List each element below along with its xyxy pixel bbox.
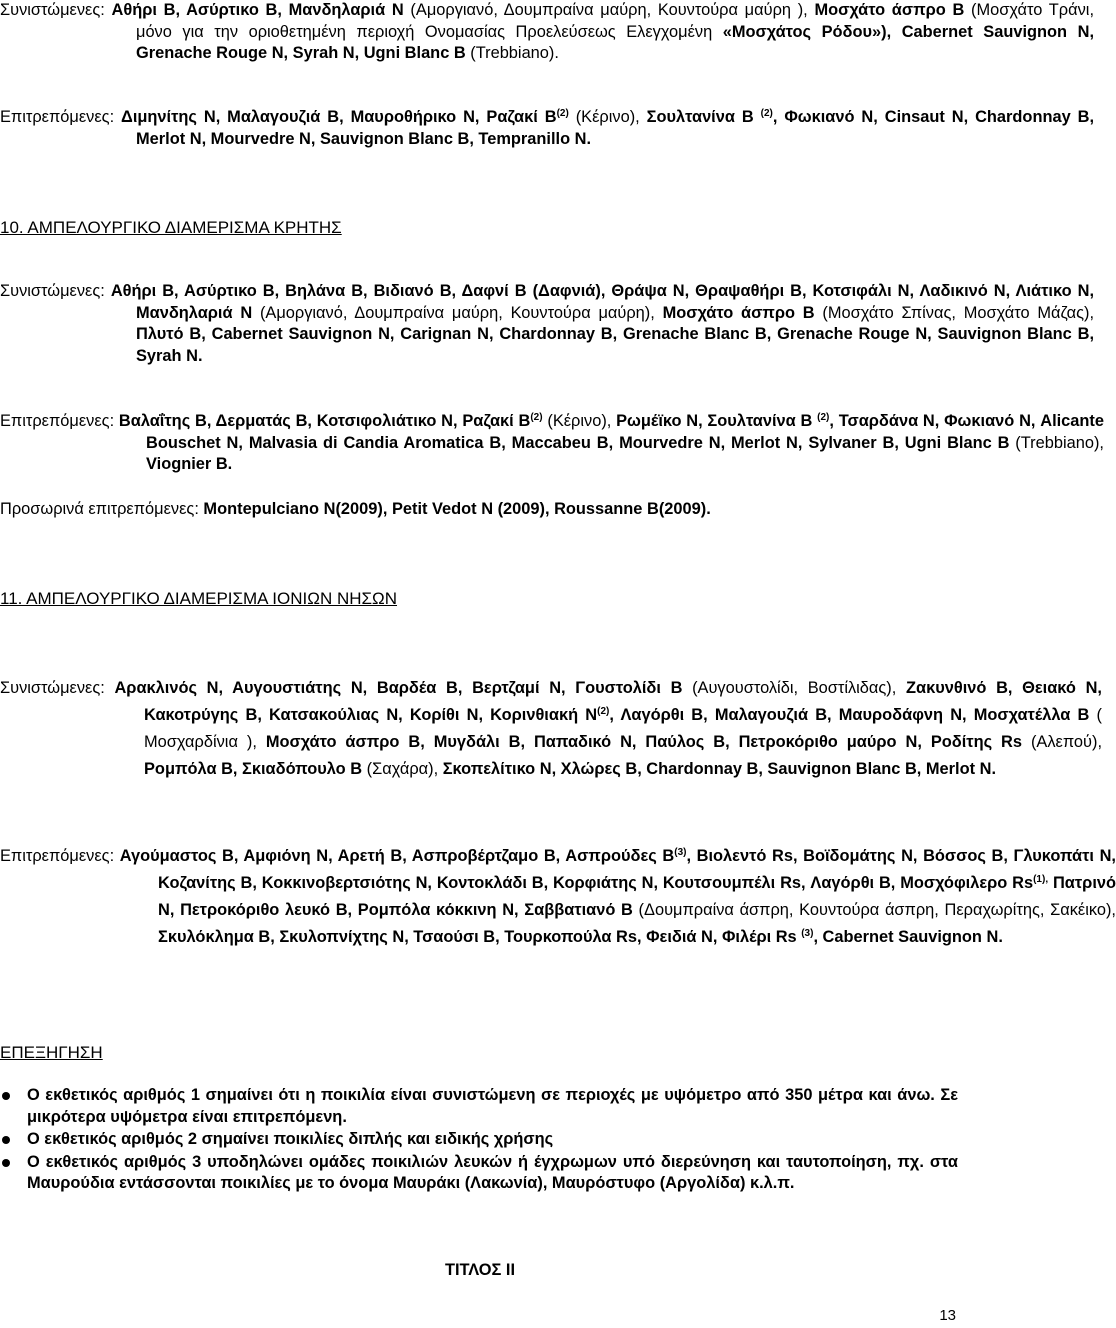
synonyms-text: (Κέρινο), (542, 412, 617, 430)
varieties-text: Ρομπόλα Β, Σκιαδόπουλο Β (144, 760, 363, 778)
synonyms-text: ( Μοσχαρδίνια ), (144, 706, 1103, 751)
bullet-icon (2, 1159, 10, 1167)
varieties-text: Σκυλόκλημα Β, Σκυλοπνίχτης Ν, Τσαούσι Β, Τουρκοπούλα Rs, Φειδιά Ν, Φιλέρι Rs (158, 928, 802, 946)
list-item (0, 1129, 958, 1151)
varieties-text: Viognier B. (146, 455, 233, 473)
varieties-text: Ρωμέϊκο Ν, Σουλτανίνα Β (616, 412, 818, 430)
varieties-text: Διμηνίτης Ν, Μαλαγουζιά Β, Μαυροθήρικο Ν, Ραζακί Β (121, 108, 557, 126)
superscript: (2) (817, 412, 830, 423)
label-recommended: Συνιστώμενες: (0, 1, 105, 19)
recommended-varieties-paragraph-2 (0, 281, 1094, 367)
varieties-text: Αρακλινός Ν, Αυγουστιάτης Ν, Βαρδέα Β, Βερτζαμί Ν, Γουστολίδι Β (114, 679, 683, 697)
label-provisionally-permitted: Προσωρινά επιτρεπόμενες: (0, 500, 199, 518)
list-item-text: Ο εκθετικός αριθμός 1 σημαίνει ότι η ποικιλία είναι συνιστώμενη σε περιοχές με υψόμετρο από 350 μέτρα και άνω. Σε μικρότερα υψόμετρα είναι επιτρεπόμενη. (27, 1086, 958, 1126)
varieties-text: «Μοσχάτος Ρόδου»), Cabernet Sauvignon N, Grenache Rouge N, Syrah N, Ugni Blanc B (136, 22, 1094, 62)
varieties-text: Πλυτό Β, Cabernet Sauvignon N, Carignan N, Chardonnay B, Grenache Blanc B, Grenache Rouge N, Sauvignon Blanc B, Syrah N. (136, 325, 1094, 365)
varieties-text: , Τσαρδάνα Ν, Φωκιανό Ν, Alicante Bouschet N, Malvasia di Candia Aromatica B, Maccabeu B, Mourvedre N, Merlot N, Sylvaner B, Ugni Blanc B (146, 412, 1104, 452)
permitted-varieties-paragraph-3 (0, 843, 1116, 951)
synonyms-text: (Trebbiano). (465, 44, 559, 62)
provisionally-permitted-paragraph (0, 499, 958, 521)
varieties-text: Μοσχάτο άσπρο Β (814, 1, 965, 19)
part-title: ΤΙΤΛΟΣ ΙΙ (444, 1261, 516, 1279)
varieties-text: Αθήρι Β, Ασύρτικο Β, Βηλάνα Β, Βιδιανό Β, Δαφνί Β (Δαφνιά), Θράψα Ν, Θραψαθήρι Β, Κοτσιφάλι Ν, Λαδικινό Ν, Λιάτικο Ν, Μανδηλαριά Ν (110, 282, 1094, 322)
synonyms-text: (Σαχάρα), (362, 760, 443, 778)
synonyms-text: (Δουμπραίνα άσπρη, Κουντούρα άσπρη, Περαχωρίτης, Σακέικο), (632, 901, 1116, 919)
superscript: (2) (597, 706, 610, 717)
varieties-text: Βαλαΐτης Β, Δερματάς Β, Κοτσιφολιάτικο Ν, Ραζακί Β (118, 412, 531, 430)
varieties-text: Μοσχάτο άσπρο Β (662, 303, 815, 322)
synonyms-text: (Μοσχάτο Τράνι, μόνο για την οριοθετημένη περιοχή Ονομασίας Προελεύσεως Ελεγχομένη (136, 1, 1094, 41)
synonyms-text: (Αλεπού), (1022, 733, 1103, 751)
varieties-text: , Λαγόρθι Β, Μαλαγουζιά Β, Μαυροδάφνη Ν, Μοσχατέλλα Β (609, 706, 1090, 724)
label-permitted: Επιτρεπόμενες: (0, 847, 115, 865)
list-item-text: Ο εκθετικός αριθμός 2 σημαίνει ποικιλίες διπλής και ειδικής χρήσης (27, 1130, 554, 1148)
permitted-varieties-paragraph-2 (0, 411, 1104, 476)
label-recommended: Συνιστώμενες: (0, 282, 105, 300)
bullet-icon (2, 1092, 10, 1100)
label-permitted: Επιτρεπόμενες: (0, 108, 115, 126)
varieties-text: , Φωκιανό N, Cinsaut N, Chardonnay B, Merlot N, Mourvedre N, Sauvignon Blanc B, Tempranillo N. (136, 108, 1095, 148)
varieties-text: Αθήρι Β, Ασύρτικο Β, Μανδηλαριά Ν (111, 1, 404, 19)
section-heading-ionian: 11. ΑΜΠΕΛΟΥΡΓΙΚΟ ΔΙΑΜΕΡΙΣΜΑ ΙΟΝΙΩΝ ΝΗΣΩΝ (0, 589, 398, 608)
varieties-text: Σκοπελίτικο Ν, Χλώρες Β, Chardonnay B, Sauvignon Blanc B, Merlot N. (442, 760, 997, 778)
superscript: (1), (1033, 874, 1049, 885)
synonyms-text: (Αμοργιανό, Δουμπραίνα μαύρη, Κουντούρα μαύρη ), (403, 1, 815, 19)
permitted-varieties-paragraph-1 (0, 107, 1094, 150)
list-item-text: Ο εκθετικός αριθμός 3 υποδηλώνει ομάδες ποικιλιών λευκών ή έγχρωμων υπό διερεύνηση και ταυτοποίηση, πχ. στα Μαυρούδια εντάσσονται ποικιλίες με το όνομα Μαυράκι (Λακωνία), Μαυρόστυφο (Αργολίδα) κ.λ.π. (27, 1152, 958, 1192)
explanation-list (0, 1085, 958, 1196)
superscript: (3) (801, 928, 814, 939)
recommended-varieties-paragraph-3 (0, 675, 1102, 783)
superscript: (2) (556, 108, 569, 119)
varieties-text: Αγούμαστος Β, Αμφιόνη Ν, Αρετή Β, Ασπροβέρτζαμο Β, Ασπρούδες Β (119, 847, 675, 865)
varieties-text: Montepulciano N(2009), Petit Vedot N (2009), Roussanne B(2009). (198, 500, 711, 518)
synonyms-text: (Trebbiano), (1009, 433, 1104, 452)
synonyms-text: (Αυγουστολίδι, Βοστίλιδας), (682, 679, 906, 697)
varieties-text: Πατρινό Ν, Πετροκόριθο λευκό Β, Ρομπόλα κόκκινη Ν, Σαββατιανό Β (158, 874, 1116, 919)
superscript: (2) (760, 108, 773, 119)
label-permitted: Επιτρεπόμενες: (0, 412, 115, 430)
list-item (0, 1085, 958, 1128)
varieties-text: , Βιολεντό Rs, Βοϊδομάτης Ν, Βόσσος Β, Γλυκοπάτι Ν, Κοζανίτης Β, Κοκκινοβερτσιότης Ν, Κοντοκλάδι Β, Κορφιάτης Ν, Κουτσουμπέλι Rs, Λαγόρθι Β, Μοσχόφιλερο Rs (158, 847, 1116, 892)
varieties-text: , Cabernet Sauvignon N. (813, 928, 1003, 946)
label-recommended: Συνιστώμενες: (0, 679, 105, 697)
varieties-text: Σουλτανίνα Β (646, 108, 761, 126)
superscript: (3) (674, 847, 687, 858)
synonyms-text: (Αμοργιανό, Δουμπραίνα μαύρη, Κουντούρα μαύρη), (252, 303, 663, 322)
bullet-icon (2, 1136, 10, 1144)
varieties-text: Μοσχάτο άσπρο Β, Μυγδάλι Β, Παπαδικό Ν, Παύλος Β, Πετροκόριθο μαύρο Ν, Ροδίτης Rs (265, 733, 1023, 751)
list-item (0, 1152, 958, 1195)
explanation-heading: ΕΠΕΞΗΓΗΣΗ (0, 1043, 103, 1062)
varieties-text: Ζακυνθινό Β, Θειακό Ν, Κακοτρύγης Β, Κατσακούλιας Ν, Κορίθι Ν, Κορινθιακή Ν (144, 679, 1102, 724)
superscript: (2) (530, 412, 543, 423)
recommended-varieties-paragraph-1 (0, 0, 1094, 65)
page-number: 13 (939, 1307, 956, 1324)
section-heading-crete: 10. ΑΜΠΕΛΟΥΡΓΙΚΟ ΔΙΑΜΕΡΙΣΜΑ ΚΡΗΤΗΣ (0, 218, 342, 237)
synonyms-text: (Κέρινο), (568, 108, 647, 126)
synonyms-text: (Μοσχάτο Σπίνας, Μοσχάτο Μάζας), (814, 303, 1094, 322)
